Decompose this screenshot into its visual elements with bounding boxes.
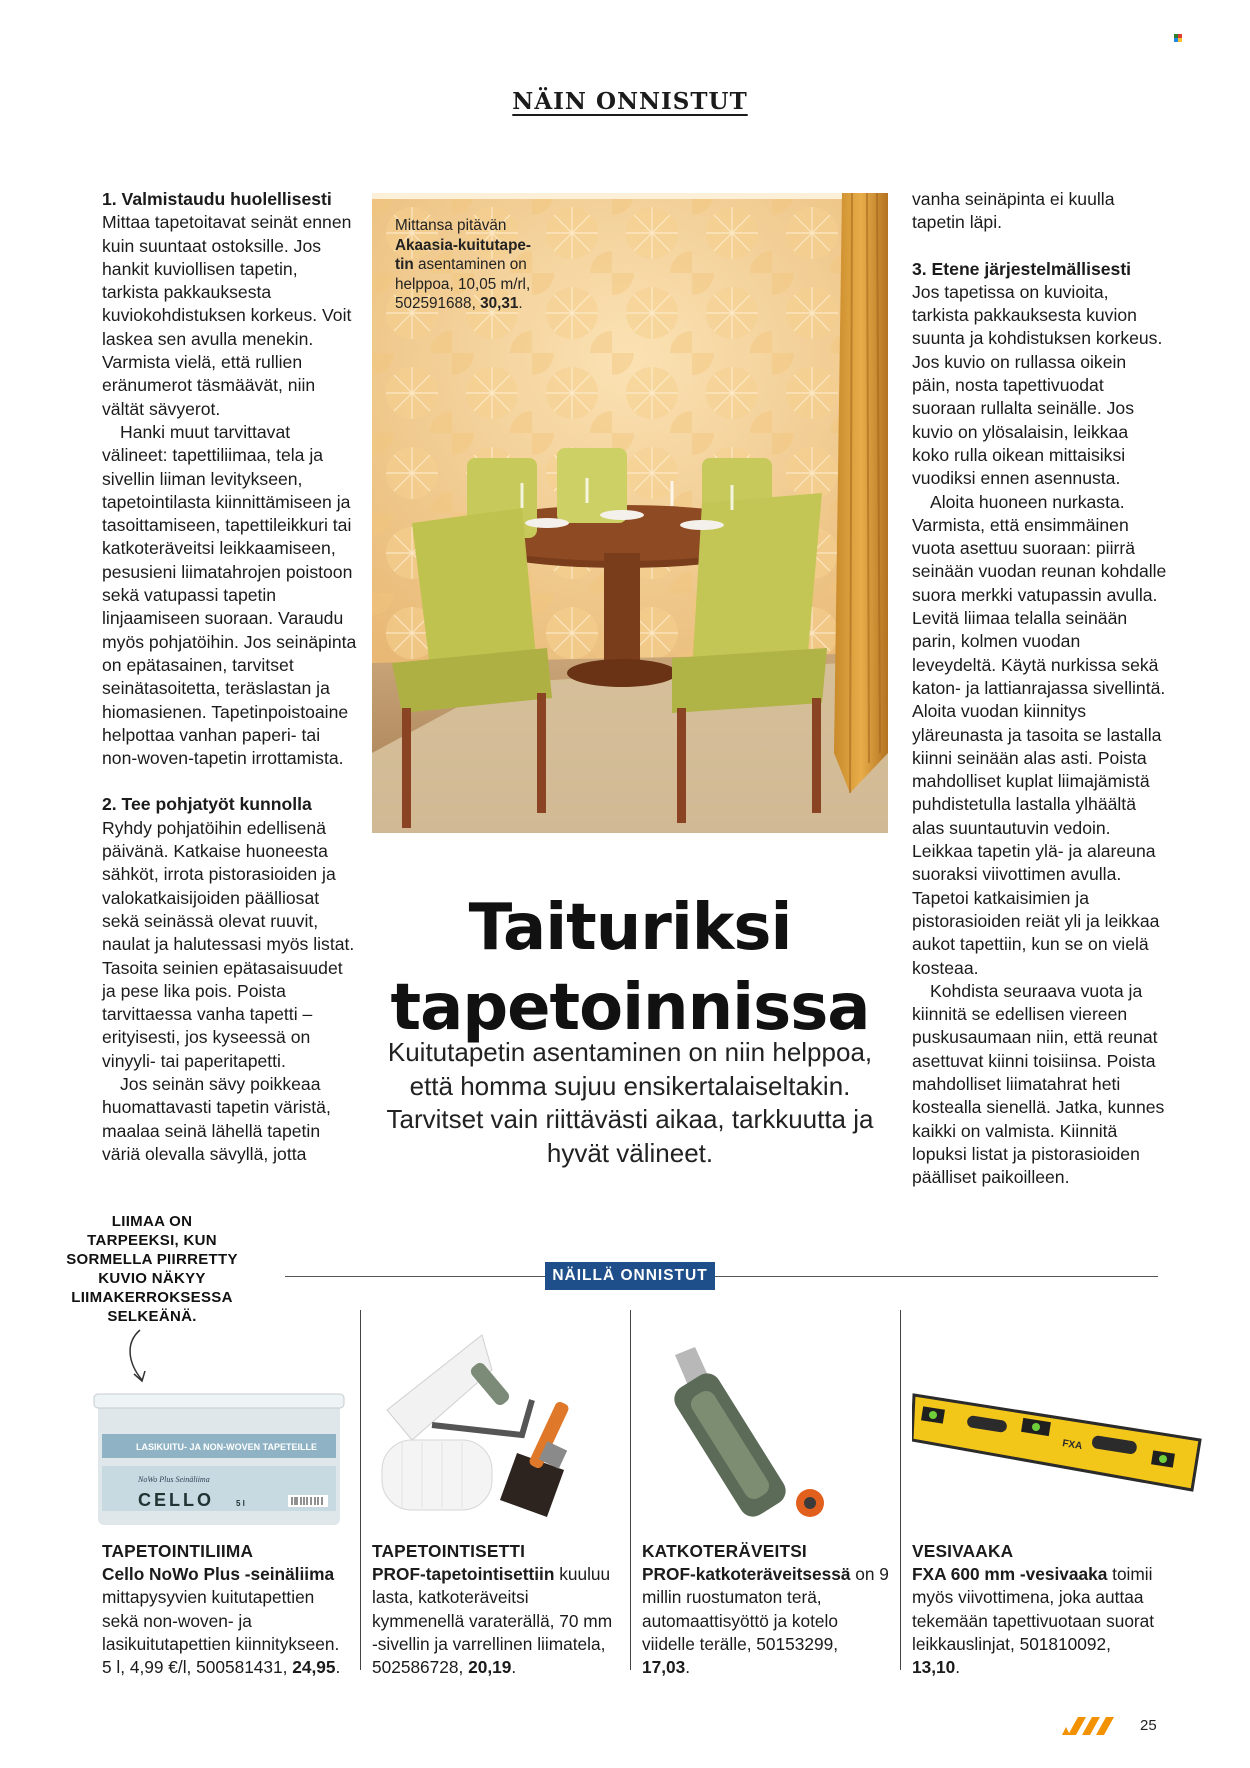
caption-line	[395, 294, 565, 314]
product-price: 20,19	[468, 1657, 512, 1678]
product-description: mittapysyvien kuitutapettien sekä non-woven- ja lasikuitutapettien kiinnitykseen. 5 l, 4,99 €/l, 500581431,	[102, 1587, 340, 1678]
spirit-level-image	[912, 1380, 1202, 1500]
product-name: PROF-katkoteräveitsessä	[642, 1564, 851, 1585]
product-category: TAPETOINTILIIMA	[102, 1541, 254, 1561]
headline-line-1: Taituriksi	[468, 891, 792, 965]
bucket-brand-text: CELLO	[138, 1490, 214, 1510]
caption-line	[395, 255, 565, 275]
product-spirit-level	[912, 1540, 1160, 1679]
level-brand-text: FXA	[1061, 1438, 1084, 1453]
tip-line: SELKEÄNÄ.	[107, 1308, 197, 1325]
caption-product-name: Akaasia-kuitutape-	[395, 236, 532, 254]
product-tail: .	[955, 1657, 961, 1678]
product-category: TAPETOINTISETTI	[372, 1541, 526, 1561]
subheading: 2. Tee pohjatyöt kunnolla	[102, 794, 312, 815]
caption-line: Mittansa pitävän	[395, 217, 507, 234]
article-column-right	[912, 188, 1167, 1189]
product-price: 17,03	[642, 1657, 686, 1678]
product-tail: .	[335, 1657, 341, 1678]
curved-arrow-icon	[120, 1328, 160, 1388]
product-description: on 9 millin ruostumaton terä, automaattisyöttö ja kotelo viidelle terälle, 50153299,	[642, 1564, 889, 1654]
subheading: 3. Etene järjestelmällisesti	[912, 258, 1132, 279]
product-tool-set	[372, 1540, 620, 1679]
product-tail: .	[511, 1657, 517, 1678]
article-headline	[370, 888, 890, 1048]
wallpaper-tool-set-image	[372, 1330, 620, 1530]
column-divider	[360, 1310, 361, 1670]
column-divider	[900, 1310, 901, 1670]
section-title: NÄIN ONNISTUT	[512, 88, 748, 115]
article-lead: Kuitutapetin asentaminen on niin helppoa, että homma sujuu ensikertalaiseltakin. Tarvitset vain riittävästi aikaa, tarkkuutta ja hyvät välineet.	[386, 1037, 874, 1168]
paragraph: Mittaa tapetoitavat seinät ennen kuin suuntaat ostoksille. Jos hankit kuviollisen tapetin, tarkista pakkauksesta kuviokohdistuksen korkeus. Voit laskea sen avulla menekin. Varmista vielä, että rullien eränumerot täsmäävät, niin vältät sävyerot.	[102, 212, 352, 419]
caption-price: 30,31	[480, 295, 519, 312]
headline-line-2: tapetoinnissa	[390, 971, 870, 1045]
product-price: 24,95	[292, 1657, 336, 1678]
product-category: KATKOTERÄVEITSI	[642, 1541, 807, 1561]
product-glue	[102, 1540, 350, 1679]
paragraph: Ryhdy pohjatöihin edellisenä päivänä. Katkaise huoneesta sähköt, irrota pistorasioiden ja valokatkaisijoiden päälliosat sekä seinässä olevat ruuvit, naulat ja halutessasi myös listat. Tasoita seinien epätasaisuudet ja pese lika pois. Poista tarvittaessa vanha tapetti – erityisesti, jos kyseessä on vinyyli- tai paperitapetti.	[102, 817, 355, 1071]
caption-text: asentaminen on	[413, 256, 527, 273]
tip-line: KUVIO NÄKYY	[98, 1270, 206, 1287]
paragraph: vanha seinäpinta ei kuulla tapetin läpi.	[912, 189, 1115, 233]
product-tail: .	[685, 1657, 691, 1678]
product-name: Cello NoWo Plus -seinäliima	[102, 1564, 335, 1585]
paragraph: Kohdista seuraava vuota ja kiinnitä se edellisen viereen puskusaumaan niin, että reunat asettuvat kiinni toisiinsa. Poista mahdolliset liimatahrat heti kostealla sienellä. Jatka, kunnes kaikki on valmista. Kiinnitä lopuksi listat ja pistorasioiden päälliset paikoilleen.	[912, 980, 1165, 1188]
tip-line: LIIMAA ON	[111, 1213, 193, 1230]
caption-dot: .	[518, 295, 523, 312]
glue-bucket-image	[88, 1390, 350, 1530]
product-description: toimii myös viivottimena, joka auttaa tekemään tapettivuotaan suorat leikkauslinjat, 501810092,	[912, 1564, 1155, 1654]
column-divider	[630, 1310, 631, 1670]
tip-line: LIIMAKERROKSESSA	[71, 1289, 233, 1306]
photo-caption	[395, 216, 565, 314]
bucket-band-text: LASIKUITU- JA NON-WOVEN TAPETEILLE	[136, 1442, 317, 1452]
product-category: VESIVAAKA	[912, 1541, 1014, 1561]
page-number: 25	[1140, 1717, 1157, 1734]
utility-knife-image	[665, 1345, 865, 1530]
caption-line: helppoa, 10,05 m/rl,	[395, 275, 531, 293]
tools-band-label: NÄILLÄ ONNISTUT	[545, 1262, 715, 1290]
product-price: 13,10	[912, 1657, 956, 1678]
tools-band-line	[285, 1276, 1158, 1277]
article-column-left	[102, 188, 357, 1166]
bucket-volume-text: 5 l	[236, 1499, 245, 1508]
paragraph: Aloita huoneen nurkasta. Varmista, että ensimmäinen vuota asettuu suoraan: piirrä seinään vuodan reunan kohdalle suora merkki vatupassin avulla. Levitä liimaa telalla seinään parin, kolmen vuodan leveydeltä. Käytä nurkissa sekä katon- ja lattianrajassa sivellintä. Aloita vuodan kiinnitys yläreunasta ja tasoita se lastalla kiinni seinään alas asti. Poista mahdolliset kuplat liimajämistä puhdistetulla lastalla ylhäältä alas suuntautuvin vedoin. Leikkaa tapetin ylä- ja alareuna suoraksi viivottimen avulla. Tapetoi katkaisimien ja pistorasioiden reiät yli ja leikkaa aukot tapettiin, kun se on vielä kosteaa.	[912, 491, 1167, 978]
caption-product-name-end: tin	[395, 256, 414, 273]
product-name: PROF-tapetointisettiin	[372, 1564, 555, 1585]
bucket-product-text: NoWo Plus Seinäliima	[138, 1475, 210, 1484]
spacer	[912, 235, 1167, 258]
product-utility-knife	[642, 1540, 890, 1679]
product-description: kuuluu lasta, katkoteräveitsi kymmenellä varaterällä, 70 mm -sivellin ja varrellinen liimatela, 502586728,	[372, 1564, 613, 1678]
paragraph: Hanki muut tarvittavat välineet: tapettiliimaa, tela ja sivellin liiman levitykseen, tapetointilasta kiinnittämiseen ja tasoittamiseen, tapettileikkuri tai katkoteräveitsi leikkaamiseen, pesusieni liimatahrojen poistoon sekä vatupassi tapetin linjaamiseen suoraan. Varaudu myös pohjatöihin. Jos seinäpinta on epätasainen, tarvitset seinätasoitetta, teräslastan ja hiomasienen. Tapetinpoistoaine helpottaa vanhan paperi- tai non-woven-tapetin irrottamista.	[102, 421, 357, 769]
paragraph: Jos tapetissa on kuvioita, tarkista pakkauksesta kuvion suunta ja kohdistuksen korkeus. Jos kuvio on rullassa oikein päin, nosta tapettivuodat suoraan rullalta seinälle. Jos kuvio on ylösalaisin, leikkaa koko rulla oikean mittaisiksi vuodiksi ennen asennusta.	[912, 281, 1163, 489]
spacer	[102, 770, 357, 793]
tip-line: TARPEEKSI, KUN	[87, 1232, 217, 1249]
brand-stripes-icon	[1062, 1717, 1122, 1735]
caption-line	[395, 236, 565, 256]
tip-callout	[52, 1212, 252, 1326]
tip-line: SORMELLA PIIRRETTY	[66, 1251, 238, 1268]
paragraph: Jos seinän sävy poikkeaa huomattavasti tapetin väristä, maalaa seinä lähellä tapetin väriä olevalla sävyllä, jotta	[102, 1073, 331, 1164]
caption-code: 502591688,	[395, 295, 481, 312]
color-register-mark	[1174, 34, 1182, 42]
product-name: FXA 600 mm -vesivaaka	[912, 1564, 1108, 1585]
subheading: 1. Valmistaudu huolellisesti	[102, 189, 332, 209]
